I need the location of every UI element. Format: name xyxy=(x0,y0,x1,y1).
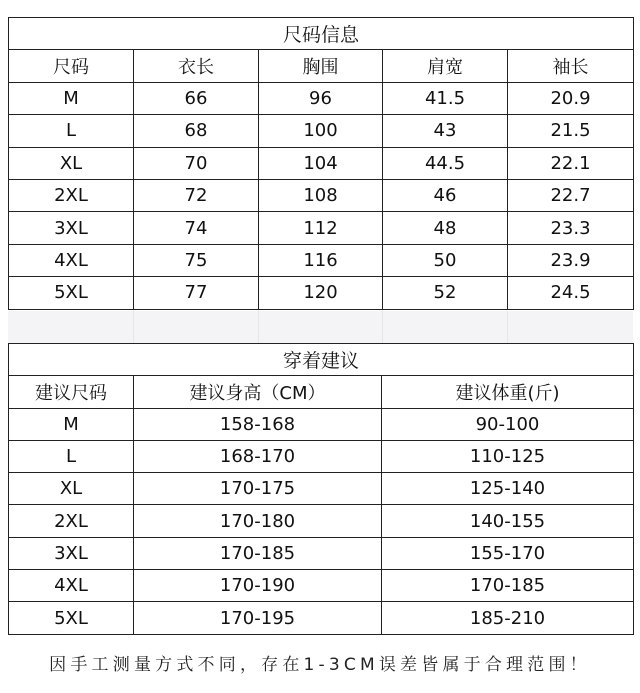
table-cell: 22.7 xyxy=(508,179,634,211)
table-cell: 100 xyxy=(259,115,383,147)
table-row xyxy=(9,505,634,537)
column-header: 袖长 xyxy=(508,50,634,82)
table-row xyxy=(9,115,634,147)
table-cell: 90-100 xyxy=(382,408,634,440)
table-cell: 22.1 xyxy=(508,147,634,179)
table-cell: 48 xyxy=(383,212,508,244)
table-cell: 41.5 xyxy=(383,82,508,114)
table-cell: 77 xyxy=(134,277,259,309)
table-cell: 4XL xyxy=(9,244,134,276)
table-cell: 5XL xyxy=(9,277,134,309)
table-cell: 75 xyxy=(134,244,259,276)
separator-line xyxy=(258,311,259,343)
table-cell: 2XL xyxy=(9,505,134,537)
table-cell: 3XL xyxy=(9,537,134,569)
column-header: 衣长 xyxy=(134,50,259,82)
table-cell: 2XL xyxy=(9,179,134,211)
table-cell: 170-185 xyxy=(134,537,382,569)
table-row xyxy=(9,179,634,211)
table-row xyxy=(9,244,634,276)
table-cell: M xyxy=(9,82,134,114)
fit-advice-table xyxy=(8,343,634,635)
table-cell: 43 xyxy=(383,115,508,147)
table-cell: M xyxy=(9,408,134,440)
column-header: 建议身高（CM） xyxy=(134,376,382,408)
table-cell: XL xyxy=(9,473,134,505)
table-row xyxy=(9,147,634,179)
table-row xyxy=(9,408,634,440)
advice-table-title: 穿着建议 xyxy=(9,344,634,376)
table-row xyxy=(9,537,634,569)
column-header: 胸围 xyxy=(259,50,383,82)
size-table-title: 尺码信息 xyxy=(9,18,634,50)
separator-line xyxy=(133,311,134,343)
table-cell: 185-210 xyxy=(382,602,634,634)
table-row xyxy=(9,82,634,114)
size-info-table xyxy=(8,17,634,310)
table-cell: 120 xyxy=(259,277,383,309)
table-row xyxy=(9,602,634,634)
table-row xyxy=(9,212,634,244)
table-cell: 72 xyxy=(134,179,259,211)
measurement-note: 因手工测量方式不同，存在1-3CM误差皆属于合理范围！ xyxy=(49,655,591,675)
table-cell: L xyxy=(9,440,134,472)
table-cell: 158-168 xyxy=(134,408,382,440)
table-cell: 170-175 xyxy=(134,473,382,505)
table-cell: 3XL xyxy=(9,212,134,244)
table-cell: 4XL xyxy=(9,570,134,602)
table-cell: 104 xyxy=(259,147,383,179)
table-cell: L xyxy=(9,115,134,147)
table-separator-band xyxy=(8,311,633,343)
column-header: 尺码 xyxy=(9,50,134,82)
table-row xyxy=(9,277,634,309)
table-cell: 116 xyxy=(259,244,383,276)
table-row xyxy=(9,570,634,602)
table-title-row xyxy=(9,344,634,376)
column-header: 建议体重(斤) xyxy=(382,376,634,408)
table-cell: 66 xyxy=(134,82,259,114)
table-cell: 21.5 xyxy=(508,115,634,147)
column-header: 建议尺码 xyxy=(9,376,134,408)
table-title-row xyxy=(9,18,634,50)
table-cell: 140-155 xyxy=(382,505,634,537)
table-cell: 170-195 xyxy=(134,602,382,634)
table-cell: 155-170 xyxy=(382,537,634,569)
table-row xyxy=(9,440,634,472)
table-cell: 170-185 xyxy=(382,570,634,602)
table-header-row xyxy=(9,50,634,82)
table-cell: 46 xyxy=(383,179,508,211)
table-cell: 68 xyxy=(134,115,259,147)
table-cell: 170-180 xyxy=(134,505,382,537)
table-cell: 23.3 xyxy=(508,212,634,244)
table-cell: 24.5 xyxy=(508,277,634,309)
table-cell: 168-170 xyxy=(134,440,382,472)
table-cell: 112 xyxy=(259,212,383,244)
table-cell: 20.9 xyxy=(508,82,634,114)
table-cell: XL xyxy=(9,147,134,179)
table-row xyxy=(9,473,634,505)
table-cell: 110-125 xyxy=(382,440,634,472)
table-cell: 70 xyxy=(134,147,259,179)
table-cell: 50 xyxy=(383,244,508,276)
table-cell: 108 xyxy=(259,179,383,211)
table-cell: 44.5 xyxy=(383,147,508,179)
table-cell: 96 xyxy=(259,82,383,114)
table-cell: 52 xyxy=(383,277,508,309)
column-header: 肩宽 xyxy=(383,50,508,82)
separator-line xyxy=(382,311,383,343)
table-cell: 23.9 xyxy=(508,244,634,276)
table-cell: 74 xyxy=(134,212,259,244)
separator-line xyxy=(507,311,508,343)
table-cell: 125-140 xyxy=(382,473,634,505)
table-cell: 5XL xyxy=(9,602,134,634)
table-header-row xyxy=(9,376,634,408)
table-cell: 170-190 xyxy=(134,570,382,602)
